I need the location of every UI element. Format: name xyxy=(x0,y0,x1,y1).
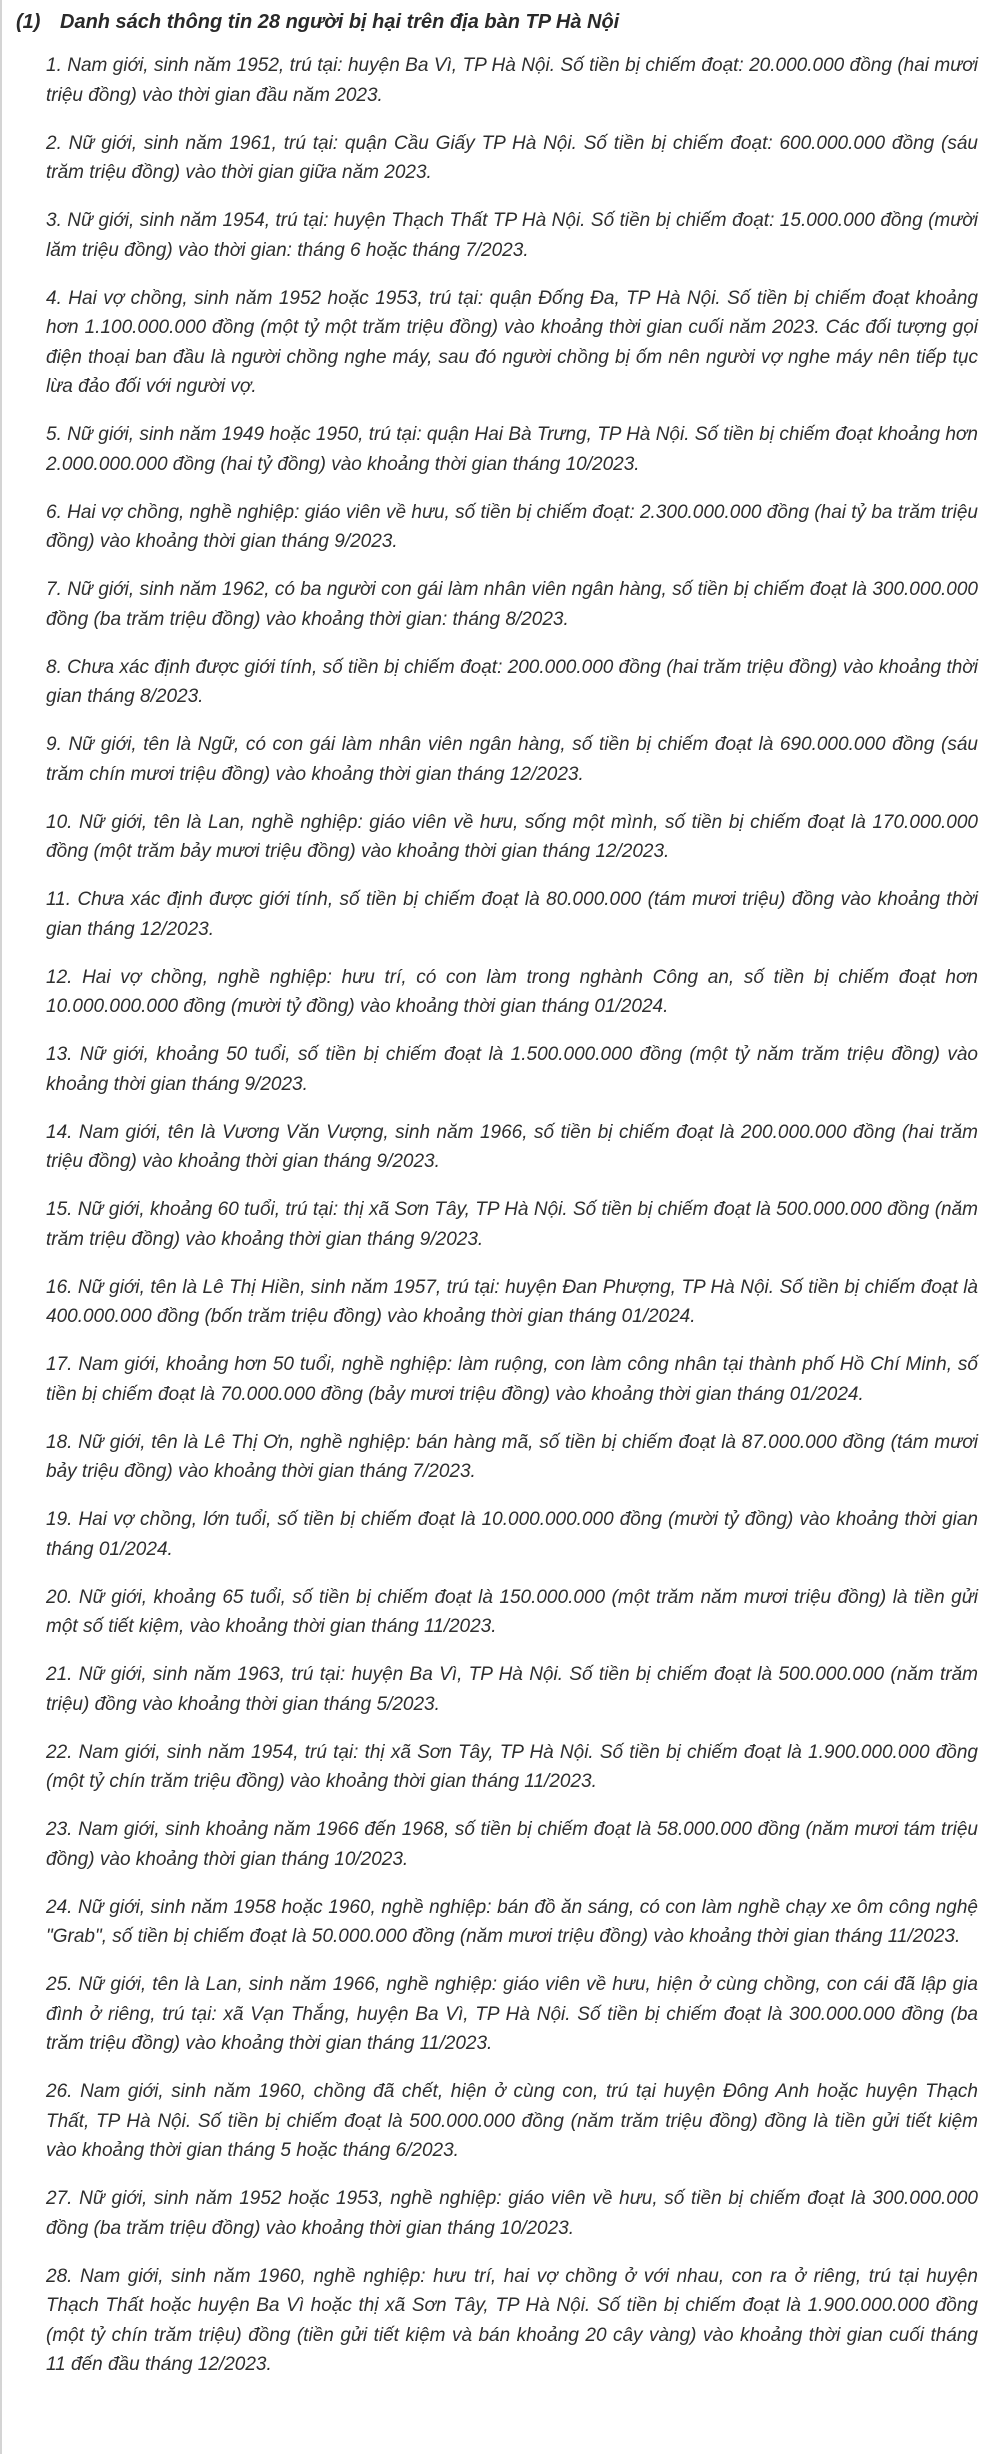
victim-entry: 2. Nữ giới, sinh năm 1961, trú tại: quận Cầu Giấy TP Hà Nội. Số tiền bị chiếm đoạt: 600.000.000 đồng (sáu trăm triệu đồng) vào thời gian giữa năm 2023. xyxy=(46,132,978,183)
victim-entry: 15. Nữ giới, khoảng 60 tuổi, trú tại: thị xã Sơn Tây, TP Hà Nội. Số tiền bị chiếm đoạt là 500.000.000 đồng (năm trăm triệu đồng) vào khoảng thời gian tháng 9/2023. xyxy=(46,1199,978,1250)
victim-entry: 8. Chưa xác định được giới tính, số tiền bị chiếm đoạt: 200.000.000 đồng (hai trăm triệu đồng) vào khoảng thời gian tháng 8/2023. xyxy=(46,656,978,707)
victim-entry: 7. Nữ giới, sinh năm 1962, có ba người con gái làm nhân viên ngân hàng, số tiền bị chiếm đoạt là 300.000.000 đồng (ba trăm triệu đồng) vào khoảng thời gian: tháng 8/2023. xyxy=(46,579,978,630)
victim-entry: 18. Nữ giới, tên là Lê Thị Ơn, nghề nghiệp: bán hàng mã, số tiền bị chiếm đoạt là 87.000.000 đồng (tám mươi bảy triệu đồng) vào khoảng thời gian tháng 7/2023. xyxy=(46,1431,978,1482)
victim-entry: 28. Nam giới, sinh năm 1960, nghề nghiệp: hưu trí, hai vợ chồng ở với nhau, con ra ở riêng, trú tại huyện Thạch Thất hoặc huyện Ba Vì hoặc thị xã Sơn Tây, TP Hà Nội. Số tiền bị chiếm đoạt là 1.900.000.000 đồng (một tỷ chín trăm triệu) đồng (tiền gửi tiết kiệm và bán khoảng 20 cây vàng) vào khoảng thời gian cuối tháng 11 đến đầu tháng 12/2023. xyxy=(46,2265,978,2375)
victim-entry: 11. Chưa xác định được giới tính, số tiền bị chiếm đoạt là 80.000.000 (tám mươi triệu) đồng vào khoảng thời gian tháng 12/2023. xyxy=(46,889,978,940)
victim-entry: 17. Nam giới, khoảng hơn 50 tuổi, nghề nghiệp: làm ruộng, con làm công nhân tại thành phố Hồ Chí Minh, số tiền bị chiếm đoạt là 70.000.000 đồng (bảy mươi triệu đồng) vào khoảng thời gian tháng 01/2024. xyxy=(46,1354,978,1405)
victim-entry: 21. Nữ giới, sinh năm 1963, trú tại: huyện Ba Vì, TP Hà Nội. Số tiền bị chiếm đoạt là 500.000.000 (năm trăm triệu) đồng vào khoảng thời gian tháng 5/2023. xyxy=(46,1664,978,1715)
victim-entries xyxy=(16,51,978,2380)
victim-entry: 9. Nữ giới, tên là Ngữ, có con gái làm nhân viên ngân hàng, số tiền bị chiếm đoạt là 690.000.000 đồng (sáu trăm chín mươi triệu đồng) vào khoảng thời gian tháng 12/2023. xyxy=(46,734,978,785)
heading-text: Danh sách thông tin 28 người bị hại trên địa bàn TP Hà Nội xyxy=(60,11,620,33)
victim-entry: 12. Hai vợ chồng, nghề nghiệp: hưu trí, có con làm trong nghành Công an, số tiền bị chiếm đoạt hơn 10.000.000.000 đồng (mười tỷ đồng) vào khoảng thời gian tháng 01/2024. xyxy=(46,966,978,1017)
document-heading xyxy=(16,10,978,34)
victim-entry: 20. Nữ giới, khoảng 65 tuổi, số tiền bị chiếm đoạt là 150.000.000 (một trăm năm mươi triệu đồng) là tiền gửi một số tiết kiệm, vào khoảng thời gian tháng 11/2023. xyxy=(46,1586,978,1637)
victim-entry: 14. Nam giới, tên là Vương Văn Vượng, sinh năm 1966, số tiền bị chiếm đoạt là 200.000.000 đồng (hai trăm triệu đồng) vào khoảng thời gian tháng 9/2023. xyxy=(46,1121,978,1172)
victim-entry: 23. Nam giới, sinh khoảng năm 1966 đến 1968, số tiền bị chiếm đoạt là 58.000.000 đồng (năm mươi tám triệu đồng) vào khoảng thời gian tháng 10/2023. xyxy=(46,1819,978,1870)
victim-entry: 16. Nữ giới, tên là Lê Thị Hiền, sinh năm 1957, trú tại: huyện Đan Phượng, TP Hà Nội. Số tiền bị chiếm đoạt là 400.000.000 đồng (bốn trăm triệu đồng) vào khoảng thời gian tháng 01/2024. xyxy=(46,1276,978,1327)
heading-number: (1) xyxy=(16,11,41,33)
victim-entry: 13. Nữ giới, khoảng 50 tuổi, số tiền bị chiếm đoạt là 1.500.000.000 đồng (một tỷ năm trăm triệu đồng) vào khoảng thời gian tháng 9/2023. xyxy=(46,1044,978,1095)
victim-entry: 25. Nữ giới, tên là Lan, sinh năm 1966, nghề nghiệp: giáo viên về hưu, hiện ở cùng chồng, con cái đã lập gia đình ở riêng, trú tại: xã Vạn Thắng, huyện Ba Vì, TP Hà Nội. Số tiền bị chiếm đoạt là 300.000.000 đồng (ba trăm triệu đồng) vào khoảng thời gian tháng 11/2023. xyxy=(46,1974,978,2054)
victim-entry: 3. Nữ giới, sinh năm 1954, trú tại: huyện Thạch Thất TP Hà Nội. Số tiền bị chiếm đoạt: 15.000.000 đồng (mười lăm triệu đồng) vào thời gian: tháng 6 hoặc tháng 7/2023. xyxy=(46,210,978,261)
victim-entry: 1. Nam giới, sinh năm 1952, trú tại: huyện Ba Vì, TP Hà Nội. Số tiền bị chiếm đoạt: 20.000.000 đồng (hai mươi triệu đồng) vào thời gian đầu năm 2023. xyxy=(46,55,978,106)
victim-entry: 4. Hai vợ chồng, sinh năm 1952 hoặc 1953, trú tại: quận Đống Đa, TP Hà Nội. Số tiền bị chiếm đoạt khoảng hơn 1.100.000.000 đồng (một tỷ một trăm triệu đồng) vào khoảng thời gian cuối năm 2023. Các đối tượng gọi điện thoại ban đầu là người chồng nghe máy, sau đó người chồng bị ốm nên người vợ nghe máy nên tiếp tục lừa đảo đối với người vợ. xyxy=(46,287,978,397)
victim-entry: 26. Nam giới, sinh năm 1960, chồng đã chết, hiện ở cùng con, trú tại huyện Đông Anh hoặc huyện Thạch Thất, TP Hà Nội. Số tiền bị chiếm đoạt là 500.000.000 đồng (năm trăm triệu đồng) đồng là tiền gửi tiết kiệm vào khoảng thời gian tháng 5 hoặc tháng 6/2023. xyxy=(46,2081,978,2161)
victim-entry: 27. Nữ giới, sinh năm 1952 hoặc 1953, nghề nghiệp: giáo viên về hưu, số tiền bị chiếm đoạt là 300.000.000 đồng (ba trăm triệu đồng) vào khoảng thời gian tháng 10/2023. xyxy=(46,2188,978,2239)
victim-entry: 24. Nữ giới, sinh năm 1958 hoặc 1960, nghề nghiệp: bán đồ ăn sáng, có con làm nghề chạy xe ôm công nghệ "Grab", số tiền bị chiếm đoạt là 50.000.000 đồng (năm mươi triệu đồng) vào khoảng thời gian tháng 11/2023. xyxy=(46,1896,978,1947)
victim-entry: 6. Hai vợ chồng, nghề nghiệp: giáo viên về hưu, số tiền bị chiếm đoạt: 2.300.000.000 đồng (hai tỷ ba trăm triệu đồng) vào khoảng thời gian tháng 9/2023. xyxy=(46,501,978,552)
victim-entry: 22. Nam giới, sinh năm 1954, trú tại: thị xã Sơn Tây, TP Hà Nội. Số tiền bị chiếm đoạt là 1.900.000.000 đồng (một tỷ chín trăm triệu đồng) vào khoảng thời gian tháng 11/2023. xyxy=(46,1741,978,1792)
victim-entry: 19. Hai vợ chồng, lớn tuổi, số tiền bị chiếm đoạt là 10.000.000.000 đồng (mười tỷ đồng) vào khoảng thời gian tháng 01/2024. xyxy=(46,1509,978,1560)
victim-entry: 10. Nữ giới, tên là Lan, nghề nghiệp: giáo viên về hưu, sống một mình, số tiền bị chiếm đoạt là 170.000.000 đồng (một trăm bảy mươi triệu đồng) vào khoảng thời gian tháng 12/2023. xyxy=(46,811,978,862)
victim-entry: 5. Nữ giới, sinh năm 1949 hoặc 1950, trú tại: quận Hai Bà Trưng, TP Hà Nội. Số tiền bị chiếm đoạt khoảng hơn 2.000.000.000 đồng (hai tỷ đồng) vào khoảng thời gian tháng 10/2023. xyxy=(46,424,978,475)
